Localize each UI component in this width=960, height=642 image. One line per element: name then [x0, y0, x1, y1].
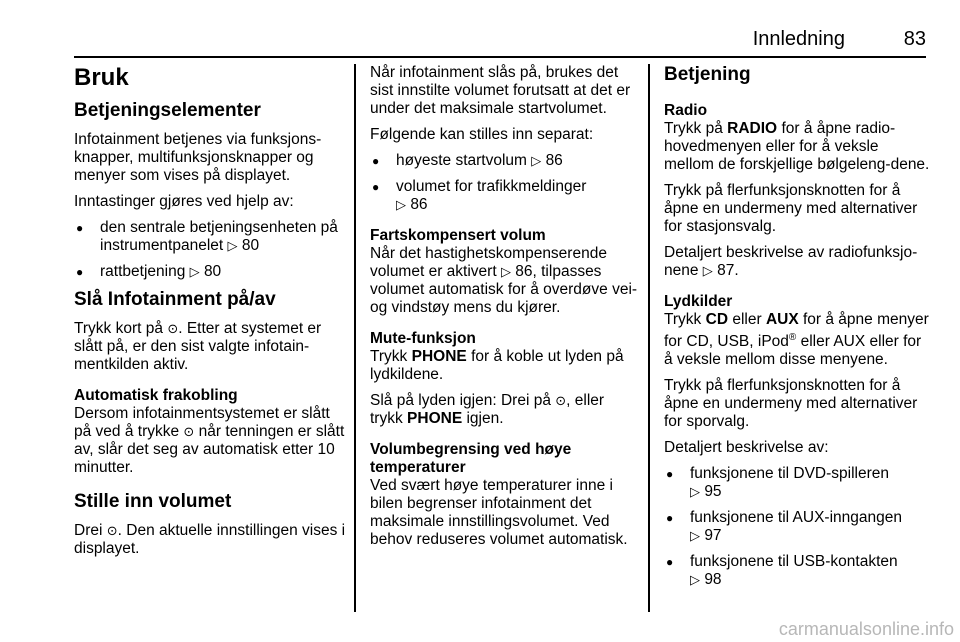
list-item: ● funksjonene til USB-kontakten ▷ 98 — [664, 553, 930, 589]
power-knob-icon: ⊙ — [555, 393, 567, 408]
list-item: ● den sentrale betjeningsenheten på instrumentpanelet ▷ 80 — [74, 219, 346, 255]
arrow-icon: ▷ — [189, 264, 200, 279]
paragraph: Trykk PHONE for å koble ut lyden på lydkildene. — [370, 348, 624, 383]
list-item: ● funksjonene til AUX-inngangen ▷ 97 — [664, 509, 930, 545]
paragraph: Når infotainment slås på, brukes det sist innstilte volumet forutsatt at det er under det maksimale startvolumet. — [370, 64, 631, 117]
bullet-list — [664, 465, 930, 589]
arrow-icon: ▷ — [690, 484, 700, 500]
heading-fartskompensert-volum: Fartskompensert volum — [370, 227, 546, 244]
radio-button-label: RADIO — [727, 120, 778, 137]
page-header — [0, 0, 960, 60]
registered-mark: ® — [788, 332, 797, 343]
page-ref-link[interactable]: 95 — [704, 483, 722, 501]
list-item: ● høyeste startvolum ▷ 86 — [370, 152, 638, 170]
arrow-icon: ▷ — [227, 238, 238, 253]
column-3 — [664, 64, 930, 597]
power-knob-icon: ⊙ — [167, 321, 179, 336]
page-ref-link[interactable]: 87 — [717, 262, 735, 279]
page-ref-link[interactable]: 97 — [704, 527, 722, 545]
page-ref-link[interactable]: 98 — [704, 571, 722, 589]
page-ref-link[interactable]: 86 — [545, 152, 563, 169]
page-ref-link[interactable]: 86 — [410, 196, 428, 213]
paragraph: Inntastinger gjøres ved hjelp av: — [74, 193, 294, 210]
column-1 — [74, 64, 346, 566]
list-item: ● funksjonene til DVD-spilleren ▷ 95 — [664, 465, 930, 501]
paragraph: Detaljert beskrivelse av radiofunksjo-nene ▷ 87. — [664, 244, 918, 279]
heading-betjening: Betjening — [664, 64, 751, 85]
paragraph: Drei ⊙. Den aktuelle innstillingen vises i displayet. — [74, 522, 346, 557]
heading-mute-funksjon: Mute-funksjon — [370, 330, 476, 347]
paragraph: Trykk CD eller AUX for å åpne menyer for CD, USB, iPod® eller AUX eller for å veksle mellom disse menyene. — [664, 311, 929, 369]
cd-button-label: CD — [705, 311, 729, 328]
phone-button-label: PHONE — [407, 410, 463, 427]
page-ref-link[interactable]: 80 — [203, 263, 222, 280]
arrow-icon: ▷ — [396, 197, 406, 212]
paragraph: Når det hastighetskompenserende volumet er aktivert ▷ 86, tilpasses volumet automatisk for å overdøve vei- og vindstøy mens du kjører. — [370, 245, 638, 316]
page-ref-link[interactable]: 86 — [515, 263, 533, 280]
heading-sla-infotainment: Slå Infotainment på/av — [74, 289, 276, 310]
paragraph: Ved svært høye temperaturer inne i bilen begrenser infotainment det maksimale innstillingsvolumet. Ved behov reduseres volumet automatisk. — [370, 477, 628, 548]
heading-betjeningselementer: Betjeningselementer — [74, 100, 261, 121]
list-item: ● volumet for trafikkmeldinger ▷ 86 — [370, 178, 638, 214]
arrow-icon: ▷ — [500, 264, 511, 279]
paragraph: Detaljert beskrivelse av: — [664, 439, 829, 457]
heading-volumbegrensing: Volumbegrensing ved høye temperaturer — [370, 441, 572, 476]
list-item: ● rattbetjening ▷ 80 — [74, 263, 346, 281]
bullet-list — [74, 219, 346, 281]
heading-automatisk-frakobling: Automatisk frakobling — [74, 387, 238, 404]
arrow-icon: ▷ — [690, 528, 700, 544]
heading-radio: Radio — [664, 102, 708, 119]
paragraph: Trykk på RADIO for å åpne radio-hovedmenyen eller for å veksle mellom de forskjellige bølgeleng-dene. — [664, 120, 930, 173]
paragraph: Trykk på flerfunksjonsknotten for å åpne en undermeny med alternativer for sporvalg. — [664, 377, 918, 431]
power-knob-icon: ⊙ — [106, 523, 118, 538]
paragraph: Trykk på flerfunksjonsknotten for å åpne en undermeny med alternativer for stasjonsvalg. — [664, 182, 918, 235]
column-divider-1 — [354, 64, 356, 612]
aux-button-label: AUX — [765, 311, 799, 328]
phone-button-label: PHONE — [411, 348, 467, 365]
paragraph: Følgende kan stilles inn separat: — [370, 126, 594, 143]
arrow-icon: ▷ — [531, 153, 542, 168]
section-title-bruk: Bruk — [74, 64, 129, 91]
paragraph: Trykk kort på ⊙. Etter at systemet er slått på, er den sist valgte infotain-mentkilden aktiv. — [74, 320, 322, 373]
header-divider — [74, 56, 926, 58]
page-ref-link[interactable]: 80 — [241, 237, 260, 254]
power-knob-icon: ⊙ — [183, 424, 195, 439]
arrow-icon: ▷ — [690, 572, 700, 588]
chapter-title: Innledning — [752, 28, 845, 50]
paragraph: Infotainment betjenes via funksjons-knapper, multifunksjonsknapper og menyer som vises på displayet. — [74, 131, 322, 184]
page-number: 83 — [903, 28, 926, 50]
paragraph: Dersom infotainmentsystemet er slått på ved å trykke ⊙ når tenningen er slått av, slår det seg av automatisk etter 10 minutter. — [74, 405, 345, 476]
column-divider-2 — [648, 64, 650, 612]
arrow-icon: ▷ — [702, 263, 713, 278]
column-2 — [370, 64, 638, 557]
watermark: carmanualsonline.info — [778, 619, 954, 639]
heading-lydkilder: Lydkilder — [664, 293, 733, 310]
heading-stille-inn-volumet: Stille inn volumet — [74, 491, 232, 512]
bullet-list — [370, 152, 638, 214]
paragraph: Slå på lyden igjen: Drei på ⊙, eller trykk PHONE igjen. — [370, 392, 605, 427]
